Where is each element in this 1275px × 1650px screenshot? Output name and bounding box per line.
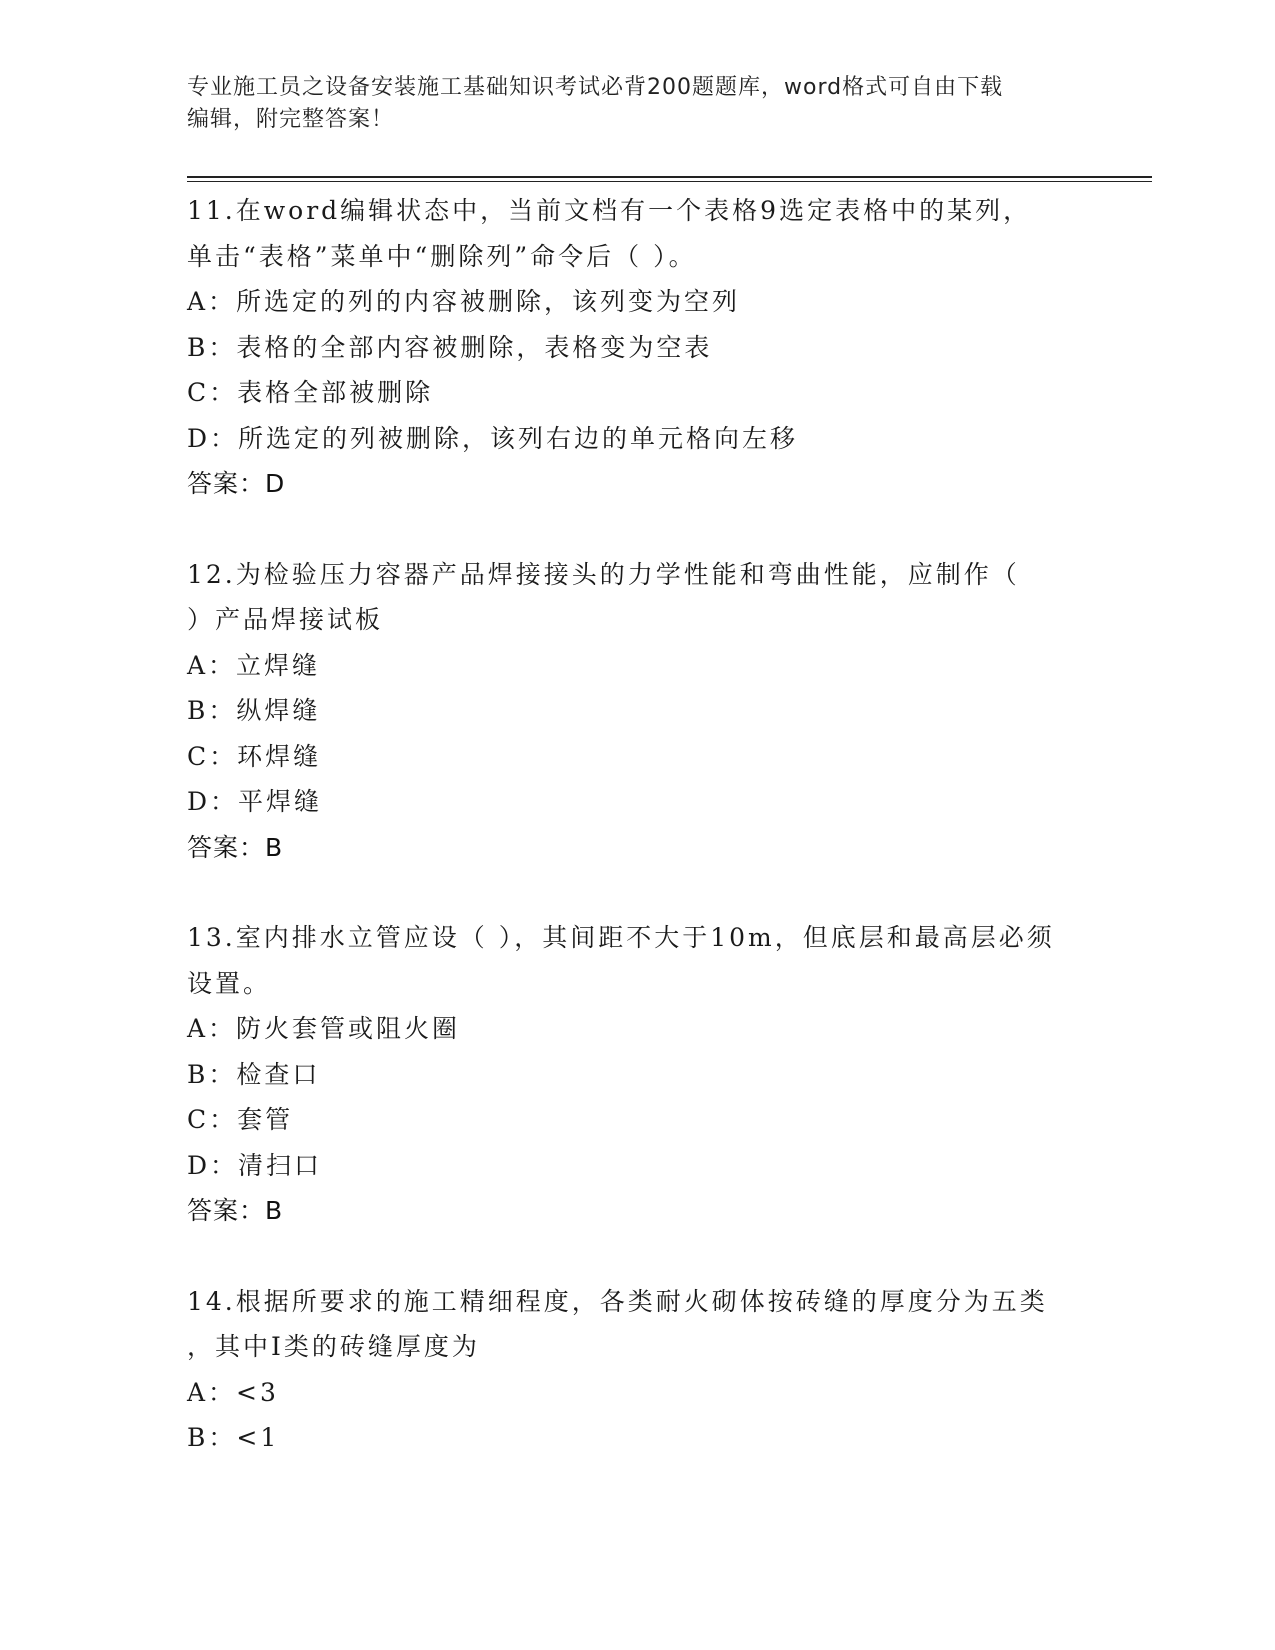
option-a: A：防火套管或阻火圈 [187, 1014, 461, 1043]
question-stem-line: ）产品焊接试板 [187, 605, 384, 634]
question-list [187, 188, 1087, 1506]
option-d: D：平焊缝 [187, 787, 323, 816]
question-stem-line: 设置。 [187, 968, 272, 998]
option-c: C：表格全部被删除 [187, 378, 434, 407]
answer-line: 答案：B [187, 1196, 284, 1225]
option-c: C：套管 [187, 1105, 294, 1134]
option-d: D：所选定的列被删除，该列右边的单元格向左移 [187, 423, 799, 453]
question-stem-line: 11.在word编辑状态中，当前文档有一个表格9选定表格中的某列， [187, 196, 1032, 225]
question-13 [187, 915, 1087, 1234]
option-c: C：环焊缝 [187, 741, 322, 771]
header-title-line-2: 编辑，附完整答案！ [187, 107, 395, 132]
question-stem-line: 单击“表格”菜单中“删除列”命令后（ ）。 [187, 241, 697, 271]
header-title-line-1: 专业施工员之设备安装施工基础知识考试必背200题题库，word格式可自由下载 [187, 75, 1004, 100]
question-11 [187, 188, 1087, 507]
question-stem-line: 13.室内排水立管应设（ ），其间距不大于10m，但底层和最高层必须 [187, 923, 1055, 952]
option-b: B：检查口 [187, 1059, 321, 1089]
option-d: D：清扫口 [187, 1150, 323, 1180]
option-a: A：立焊缝 [187, 650, 321, 680]
header-divider-thick [187, 176, 1152, 178]
question-stem-line: ，其中I类的砖缝厚度为 [187, 1332, 480, 1361]
option-a: A：所选定的列的内容被删除，该列变为空列 [187, 287, 741, 316]
header-divider-thin [187, 181, 1152, 182]
question-stem-line: 14.根据所要求的施工精细程度，各类耐火砌体按砖缝的厚度分为五类 [187, 1286, 1048, 1316]
answer-line: 答案：B [187, 832, 284, 862]
question-14 [187, 1279, 1087, 1461]
option-a: A：<3 [187, 1377, 279, 1407]
answer-line: 答案：D [187, 469, 286, 498]
option-b: B：<1 [187, 1423, 280, 1452]
option-b: B：表格的全部内容被删除，表格变为空表 [187, 332, 713, 362]
question-12 [187, 552, 1087, 871]
question-stem-line: 12.为检验压力容器产品焊接接头的力学性能和弯曲性能，应制作（ [187, 559, 1020, 589]
document-header [187, 72, 1087, 136]
option-b: B：纵焊缝 [187, 696, 321, 725]
